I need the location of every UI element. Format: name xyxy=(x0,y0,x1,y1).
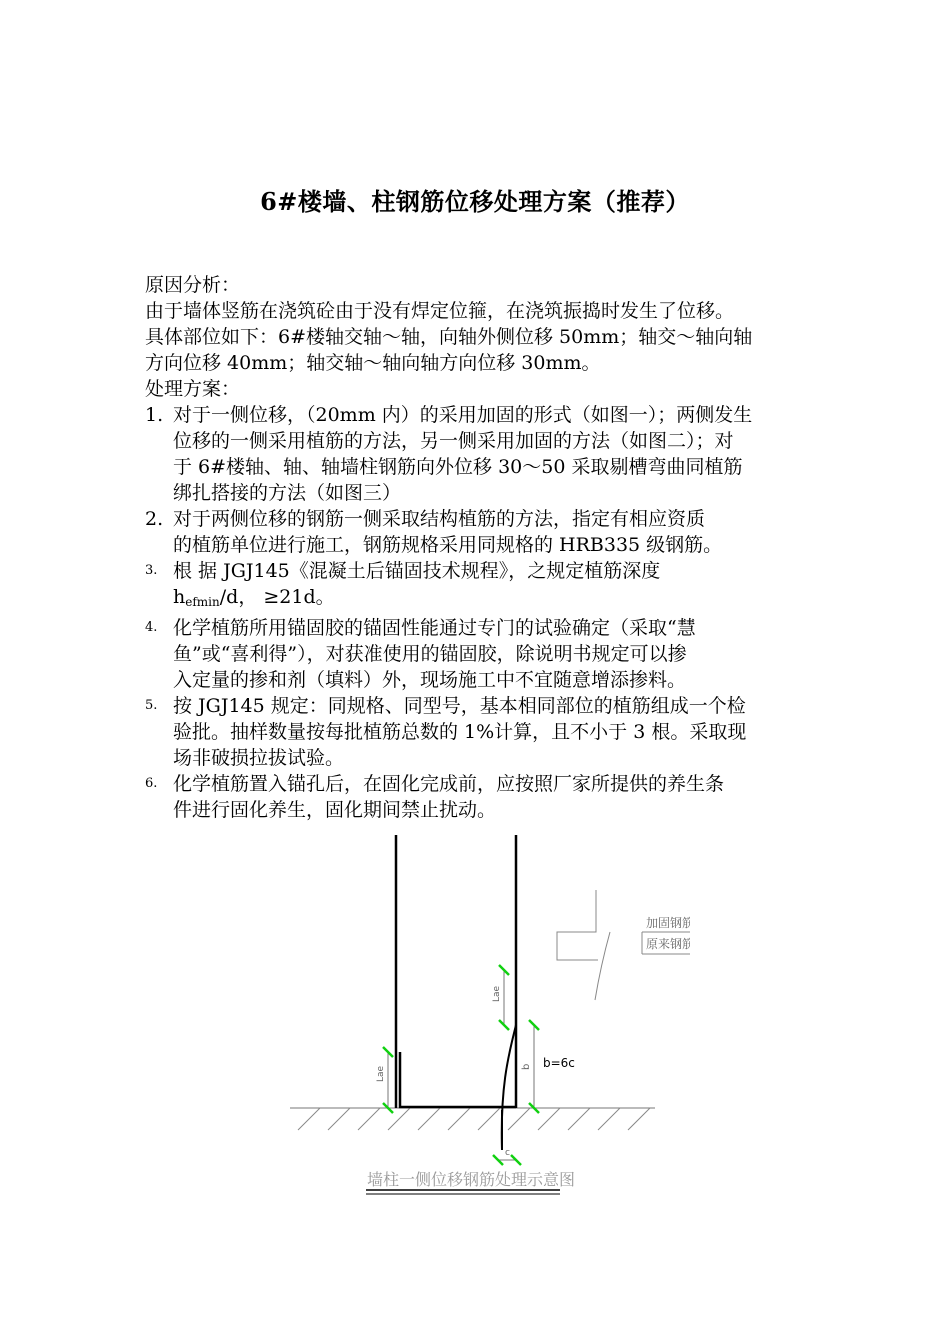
list-item xyxy=(145,771,815,823)
item-line: 入定量的掺和剂（填料）外，现场施工中不宜随意增添掺料。 xyxy=(173,669,687,691)
list-item xyxy=(145,558,815,615)
list-item xyxy=(145,506,815,558)
ground-hatch xyxy=(290,1108,655,1130)
figure-caption: 墙柱一侧位移钢筋处理示意图 xyxy=(367,1170,576,1189)
item-line: 场非破损拉拔试验。 xyxy=(173,747,345,769)
legend-original-label: 原来钢筋 xyxy=(646,937,690,951)
item-line: 件进行固化养生，固化期间禁止扰动。 xyxy=(173,799,497,821)
item-number: 5. xyxy=(145,698,158,713)
plan-heading: 处理方案： xyxy=(145,378,241,400)
lae-label-right: Lae xyxy=(492,985,502,1002)
lae-label-left: Lae xyxy=(376,1065,386,1082)
cause-line: 由于墙体竖筋在浇筑砼由于没有焊定位箍，在浇筑振捣时发生了位移。 xyxy=(145,300,735,322)
item-line: 按 JGJ145 规定：同规格、同型号，基本相同部位的植筋组成一个检 xyxy=(173,695,746,717)
cause-line: 方向位移 40mm；轴交轴～轴向轴方向位移 30mm。 xyxy=(145,352,601,374)
legend-reinforce-label: 加固钢筋 xyxy=(646,916,690,930)
dimension-lines xyxy=(388,970,534,1160)
formula-h: h xyxy=(173,586,186,608)
item-line: 化学植筋置入锚孔后，在固化完成前，应按照厂家所提供的养生条 xyxy=(173,773,725,795)
formula-line xyxy=(173,584,815,615)
cause-heading: 原因分析： xyxy=(145,274,241,296)
item-line: 位移的一侧采用植筋的方法，另一侧采用加固的方法（如图二）；对 xyxy=(173,430,734,452)
item-line: 绑扎搭接的方法（如图三） xyxy=(173,482,402,504)
list-item xyxy=(145,615,815,693)
item-line: 对于两侧位移的钢筋一侧采取结构植筋的方法，指定有相应资质 xyxy=(173,508,706,530)
item-number: 4. xyxy=(145,620,158,635)
wall-outline xyxy=(396,835,516,1108)
document-body xyxy=(145,272,815,823)
item-line: 根 据 JGJ145《混凝土后锚固技术规程》，之规定植筋深度 xyxy=(173,560,661,582)
plan-list xyxy=(145,402,815,823)
item-line: 鱼”或“喜利得”），对获准使用的锚固胶，除说明书规定可以掺 xyxy=(173,643,687,665)
formula-rest: /d， ≥21d。 xyxy=(219,586,335,608)
page-title: 6#楼墙、柱钢筋位移处理方案（推荐） xyxy=(260,187,690,216)
rebar-diagram xyxy=(270,820,690,1200)
item-line: 化学植筋所用锚固胶的锚固性能通过专门的试验确定（采取“慧 xyxy=(173,617,696,639)
c-label: c xyxy=(505,1148,510,1158)
item-number: 2. xyxy=(145,508,164,530)
item-number: 1. xyxy=(145,404,164,426)
item-line: 于 6#楼轴、轴、轴墙柱钢筋向外位移 30～50 采取剔槽弯曲同植筋 xyxy=(173,456,743,478)
list-item xyxy=(145,402,815,506)
b-formula: b=6c xyxy=(543,1056,575,1070)
cause-line: 具体部位如下：6#楼轴交轴～轴，向轴外侧位移 50mm；轴交～轴向轴 xyxy=(145,326,753,348)
rebar-lines xyxy=(400,1025,516,1150)
item-line: 验批。抽样数量按每批植筋总数的 1%计算，且不小于 3 根。采取现 xyxy=(173,721,747,743)
item-line: 的植筋单位进行施工，钢筋规格采用同规格的 HRB335 级钢筋。 xyxy=(173,534,723,556)
list-item xyxy=(145,693,815,771)
item-number: 6. xyxy=(145,776,158,791)
item-number: 3. xyxy=(145,563,158,578)
item-line: 对于一侧位移，（20mm 内）的采用加固的形式（如图一）；两侧发生 xyxy=(173,404,753,426)
b-label: b xyxy=(521,1063,532,1070)
formula-subscript: efmin xyxy=(185,595,220,609)
